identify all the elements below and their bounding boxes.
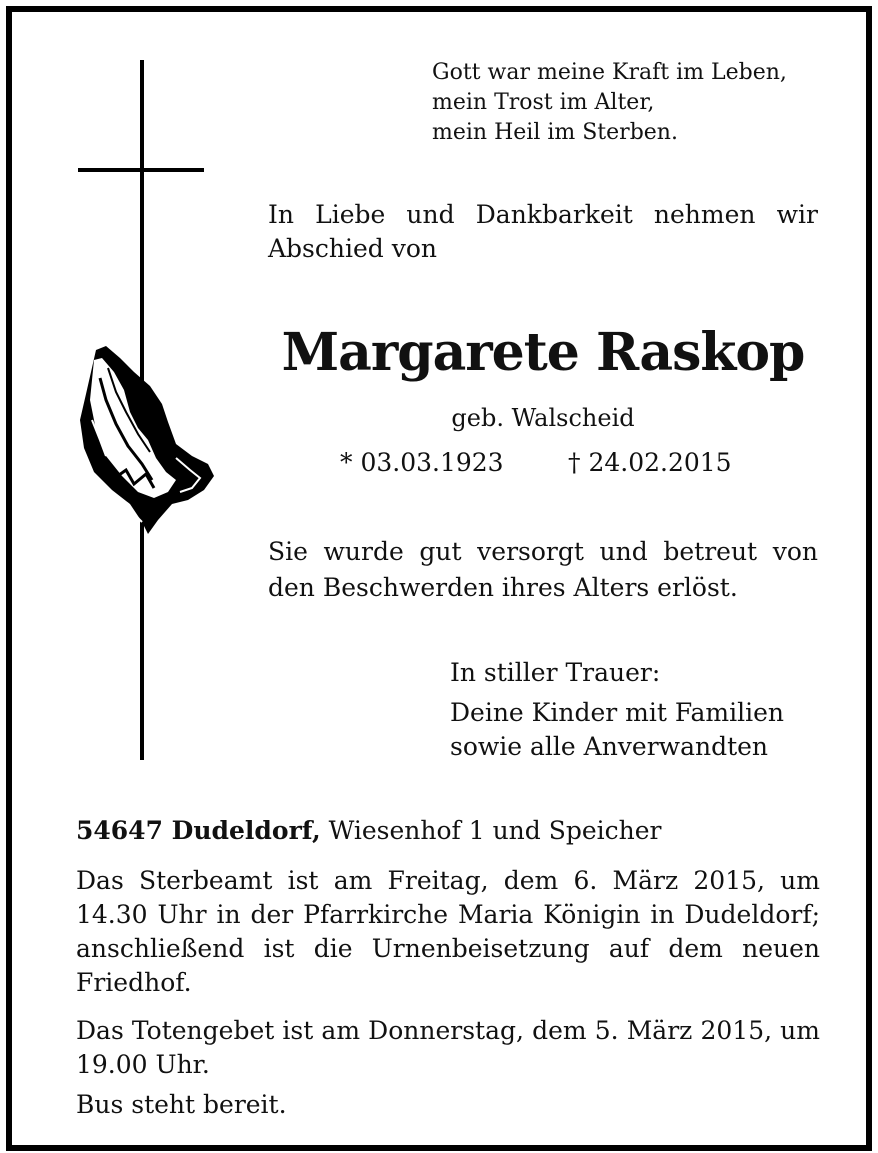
care-text: Sie wurde gut versorgt und betreut von den Beschwerden ihres Alters erlöst. [268,537,818,602]
death-date: † 24.02.2015 [568,448,732,477]
bus-paragraph: Bus steht bereit. [76,1090,287,1119]
mourner-line: Deine Kinder mit Familien [450,698,784,727]
verse-line: mein Trost im Alter, [432,90,655,115]
address [76,816,662,845]
mourning-heading: In stiller Trauer: [450,658,661,687]
cross-icon [76,60,226,770]
deceased-name: Margarete Raskop [281,322,805,383]
requiem-paragraph: Das Sterbeamt ist am Freitag, dem 6. März 2015, um 14.30 Uhr in der Pfarrkirche Maria Königin in Dudeldorf; anschließend ist die Urnenbeisetzung auf dem neuen Friedhof. [76,866,820,997]
address-town: 54647 Dudeldorf, [76,816,321,845]
birth-date: * 03.03.1923 [340,448,504,477]
praying-hands-icon [80,346,214,534]
address-street: Wiesenhof 1 und Speicher [320,816,662,845]
verse-line: Gott war meine Kraft im Leben, [432,60,787,85]
prayer-paragraph: Das Totengebet ist am Donnerstag, dem 5. März 2015, um 19.00 Uhr. [76,1016,820,1079]
mourners [450,696,784,764]
mourner-line: sowie alle Anverwandten [450,732,769,761]
maiden-name: geb. Walscheid [451,404,635,432]
obituary-frame [6,6,872,1151]
verse-line: mein Heil im Sterben. [432,120,678,145]
intro-text: In Liebe und Dankbarkeit nehmen wir Abschied von [268,200,818,263]
verse [432,58,787,148]
